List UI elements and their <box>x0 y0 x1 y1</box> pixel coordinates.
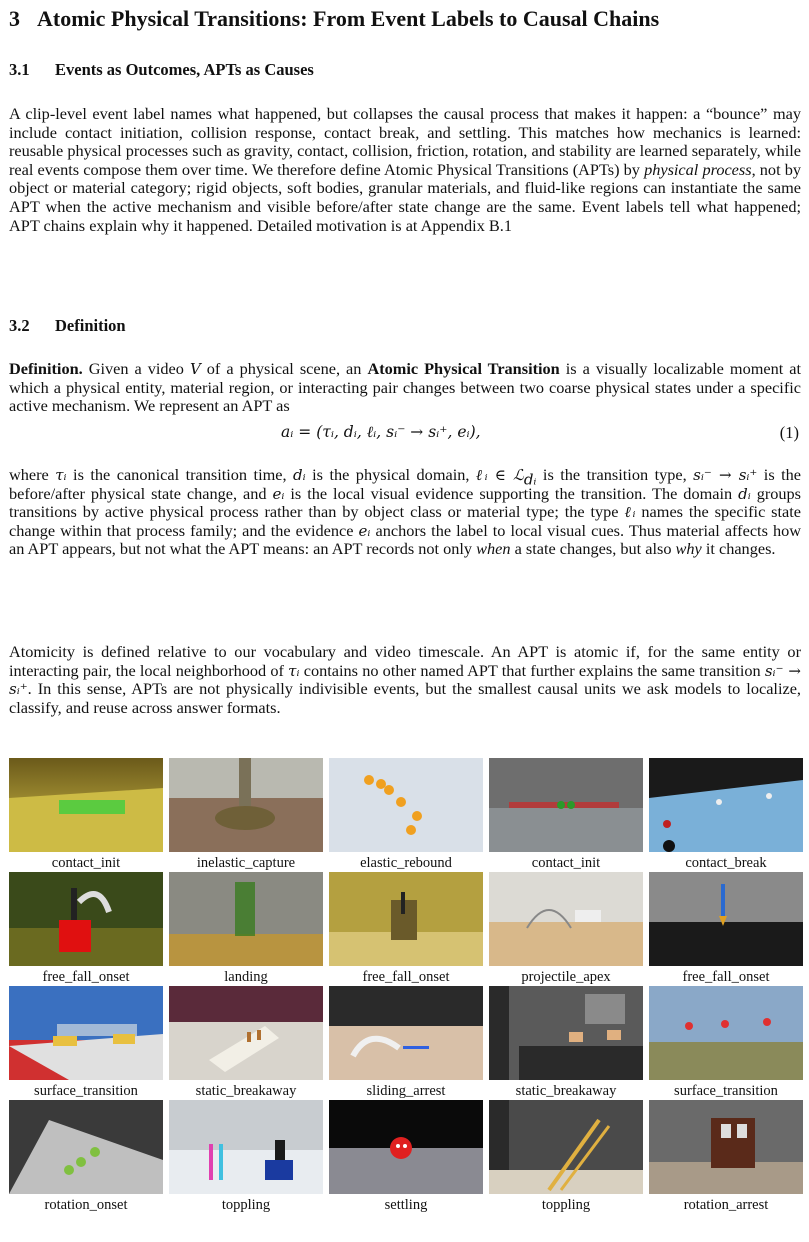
figure-cell <box>169 986 323 1100</box>
paragraph-atomicity <box>9 643 801 717</box>
figure-thumbnail <box>649 872 803 966</box>
math: ℓᵢ <box>624 503 636 522</box>
section-heading <box>9 6 659 32</box>
figure-thumbnail <box>649 986 803 1080</box>
figure-caption: landing <box>224 969 268 985</box>
emphasis: why <box>675 539 702 559</box>
figure-thumbnail <box>9 986 163 1080</box>
text: is the transition type, <box>536 465 694 484</box>
subsection-title: Events as Outcomes, APTs as Causes <box>55 60 314 79</box>
figure-caption: static_breakaway <box>515 1083 617 1099</box>
figure-caption: free_fall_onset <box>42 969 130 985</box>
text: Given a video <box>82 359 190 378</box>
figure-cell <box>329 1100 483 1214</box>
figure-cell <box>169 872 323 986</box>
figure-thumbnail <box>169 1100 323 1194</box>
figure-caption: rotation_onset <box>44 1197 128 1213</box>
figure-thumbnail <box>329 1100 483 1194</box>
figure-cell <box>329 872 483 986</box>
text: . In this sense, APTs are not physically indivisible events, but the smallest causal units we ask models to localize, classify, and reuse across answer formats. <box>9 679 801 717</box>
figure-caption: inelastic_capture <box>196 855 296 871</box>
equation-1 <box>9 423 801 445</box>
figure-thumbnail <box>489 1100 643 1194</box>
definition-lead: Definition. <box>9 359 83 378</box>
figure-caption: surface_transition <box>34 1083 138 1099</box>
text: Atomicity is defined relative to our vocabulary and video timescale. An APT is atomic if, for the same entity or interacting pair, the local neighborhood of <box>9 642 801 680</box>
paragraph-definition <box>9 360 801 416</box>
figure-cell <box>329 758 483 872</box>
figure-thumbnail <box>329 758 483 852</box>
paragraph-notation <box>9 466 801 559</box>
math: eᵢ <box>358 521 371 540</box>
figure-thumbnail <box>489 758 643 852</box>
figure-caption: free_fall_onset <box>682 969 770 985</box>
figure-caption: contact_init <box>531 855 601 871</box>
text: of a physical scene, an <box>200 359 368 378</box>
math-var: V <box>189 360 201 378</box>
figure-cell <box>489 1100 643 1214</box>
figure-thumbnail <box>489 986 643 1080</box>
figure-thumbnail <box>649 1100 803 1194</box>
section-title: Atomic Physical Transitions: From Event Labels to Causal Chains <box>37 6 660 31</box>
math: dᵢ <box>293 466 306 484</box>
equation-body: aᵢ = (τᵢ, dᵢ, ℓᵢ, sᵢ⁻ → sᵢ⁺, eᵢ), <box>281 423 481 441</box>
text: is the local visual evidence supporting the transition. The domain <box>284 483 739 503</box>
figure-cell <box>169 1100 323 1214</box>
subsection-number: 3.2 <box>9 316 30 335</box>
term: Atomic Physical Transition <box>367 359 560 378</box>
text: A clip-level event label names what happened, but collapses the causal process that makes it happen: a “bounce” may include contact initiation, collision response, contact break, and settling. This matches how mechanics is learned: reusable physical processes such as gravity, contact, collision, friction, rotation, and stability are learned separately, while real events compose them over time. We therefore define Atomic Physical Transitions (APTs) by <box>9 104 801 179</box>
figure-cell <box>9 986 163 1100</box>
text: contains no other named APT that further explains the same transition <box>299 660 765 680</box>
equation-number: (1) <box>779 423 799 442</box>
text: where <box>9 465 56 484</box>
figure-thumbnail <box>489 872 643 966</box>
math: τᵢ <box>55 466 67 484</box>
figure-cell <box>9 1100 163 1214</box>
math: sᵢ⁻ → sᵢ⁺ <box>9 661 801 699</box>
figure-caption: toppling <box>541 1197 591 1213</box>
figure-caption: elastic_rebound <box>360 855 452 871</box>
figure-cell <box>649 1100 803 1214</box>
math: τᵢ <box>288 661 300 680</box>
figure-cell <box>649 758 803 872</box>
figure-cell <box>329 986 483 1100</box>
figure-thumbnail <box>9 1100 163 1194</box>
emphasis: when <box>476 539 511 559</box>
text: is a visually localizable moment at which a physical entity, material region, or interacting pair changes between two coarse physical states under a specific active mechanism. We represent an APT as <box>9 359 802 416</box>
text: is the before/after physical state change, and <box>9 465 802 503</box>
figure-cell <box>649 986 803 1100</box>
subsection-heading-events <box>9 60 314 80</box>
text: groups transitions by active physical process rather than by object class or material type; the type <box>9 483 802 522</box>
figure-caption: free_fall_onset <box>362 969 450 985</box>
subsection-heading-definition <box>9 316 126 336</box>
figure-thumbnail <box>9 758 163 852</box>
figure-thumbnail <box>329 872 483 966</box>
figure-cell <box>9 758 163 872</box>
figure-cell <box>169 758 323 872</box>
figure-caption: projectile_apex <box>521 969 611 985</box>
text: it changes. <box>701 539 776 559</box>
figure-caption: contact_init <box>51 855 121 871</box>
section-number: 3 <box>9 6 20 31</box>
figure-thumbnail <box>9 872 163 966</box>
text: , not by object or material category; rigid objects, soft bodies, granular materials, and fluid-like regions can instantiate the same APT when the active mechanism and visible before/after state change are the same. Event labels tell what happened; APT chains explain why it happened. Detailed motivation is at Appendix B.1 <box>9 159 801 235</box>
text: is the canonical transition time, <box>66 465 294 484</box>
math: eᵢ <box>272 484 285 503</box>
math: dᵢ <box>738 484 751 503</box>
paragraph-motivation <box>9 105 801 235</box>
subsection-title: Definition <box>55 316 126 335</box>
text: a state changes, but also <box>510 539 676 559</box>
figure-thumbnail <box>169 986 323 1080</box>
figure-caption: rotation_arrest <box>683 1197 769 1213</box>
figure-cell <box>649 872 803 986</box>
figure-cell <box>9 872 163 986</box>
figure-thumbnail <box>329 986 483 1080</box>
math: sᵢ⁻ → sᵢ⁺ <box>693 466 758 484</box>
figure-caption: sliding_arrest <box>366 1083 446 1099</box>
figure-cell <box>489 758 643 872</box>
figure-cell <box>489 872 643 986</box>
figure-thumbnail <box>649 758 803 852</box>
figure-caption: surface_transition <box>674 1083 778 1099</box>
figure-caption: contact_break <box>685 855 767 871</box>
math: ℓᵢ ∈ ℒ <box>475 466 524 484</box>
math-subscript: dᵢ <box>523 470 537 489</box>
text: anchors the label to local visual cues. Thus material affects how an APT appears, but not what the APT means: an APT records not only <box>9 520 801 559</box>
figure-caption: settling <box>384 1197 428 1213</box>
figure-thumbnail <box>169 758 323 852</box>
subsection-number: 3.1 <box>9 60 30 79</box>
figure-caption: toppling <box>221 1197 271 1213</box>
figure-caption: static_breakaway <box>195 1083 297 1099</box>
figure-cell <box>489 986 643 1100</box>
text: is the physical domain, <box>305 465 476 484</box>
text: names the specific state change within that process family; and the evidence <box>9 502 802 540</box>
emphasis: physical process <box>644 159 752 179</box>
figure-thumbnail <box>169 872 323 966</box>
